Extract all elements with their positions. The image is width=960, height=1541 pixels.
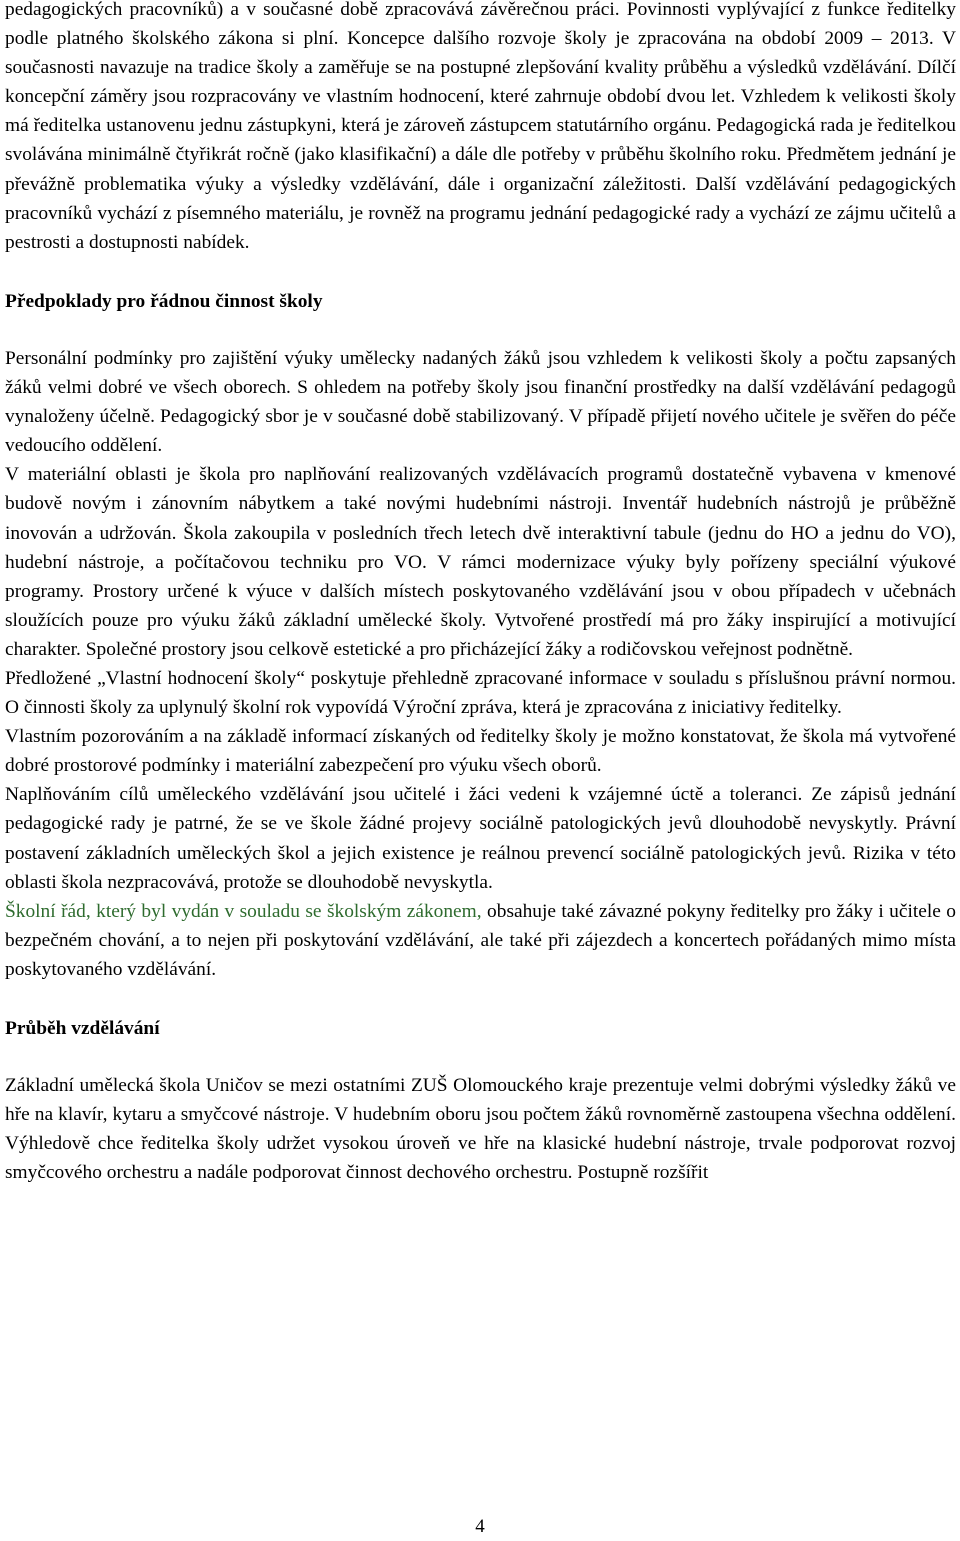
page-number: 4 [475, 1516, 485, 1537]
section-heading-prerequisites: Předpoklady pro řádnou činnost školy [5, 290, 323, 312]
spacer [5, 257, 956, 287]
section-heading-education-course: Průběh vzdělávání [5, 1018, 160, 1039]
spacer [5, 984, 956, 1014]
paragraph-education-course: Základní umělecká škola Uničov se mezi ostatními ZUŠ Olomouckého kraje prezentuje velmi dobrými výsledky žáků ve hře na klavír, kytaru a smyčcové nástroje. V hudebním oboru jsou počtem žáků rovnoměrně zastoupena všechna oddělení. Výhledově chce ředitelka školy udržet vysokou úroveň ve hře na klasické hudební nástroje, trvale podporovat rozvoj smyčcového orchestru a nadále podporovat činnost dechového orchestru. Postupně rozšířit [5, 1075, 956, 1184]
school-rules-text: obsahuje také závazné pokyny ředitelky pro žáky i učitele o bezpečném chování, a to nejen při poskytování vzdělávání, ale také při zájezdech a koncertech pořádaných mimo místa poskytovaného vzdělávání. [5, 900, 956, 980]
paragraph-material: V materiální oblasti je škola pro naplňování realizovaných vzdělávacích programů dostatečně vybavena v kmenové budově novým i zánovním nábytkem a také novými hudebními nástroji. Inventář hudebních nástrojů je průběžně inovován a udržován. Škola zakoupila v posledních třech letech dvě interaktivní tabule (jednu do HO a jednu do VO), hudební nástroje, a počítačovou techniku pro VO. V rámci modernizace výuky byly pořízeny speciální výukové programy. Prostory určené k výuce v dalších místech poskytovaného vzdělávání jsou v obou případech v učebnách sloužících pouze pro výuku žáků základní umělecké školy. Vytvořené prostředí má pro žáky inspirující a motivující charakter. Společné prostory jsou celkově estetické a pro přicházející žáky a rodičovskou veřejnost podnětně. [5, 464, 956, 660]
paragraph-personnel: Personální podmínky pro zajištění výuky umělecky nadaných žáků jsou vzhledem k velikosti školy a počtu zapsaných žáků velmi dobré ve všech oborech. S ohledem na potřeby školy jsou finanční prostředky na další vzdělávání pedagogů vynaloženy účelně. Pedagogický sbor je v současné době stabilizovaný. V případě přijetí nového učitele je svěřen do péče vedoucího oddělení. [5, 347, 956, 457]
school-rules-highlight: Školní řád, který byl vydán v souladu se školským zákonem, [5, 900, 482, 922]
spacer [5, 316, 956, 344]
document-page [5, 0, 956, 1187]
paragraph-observation: Vlastním pozorováním a na základě informací získaných od ředitelky školy je možno konstatovat, že škola má vytvořené dobré prostorové podmínky i materiální zabezpečení pro výuku všech oborů. [5, 726, 956, 777]
paragraph-tolerance: Naplňováním cílů uměleckého vzdělávání jsou učitelé i žáci vedeni k vzájemné úctě a toleranci. Ze zápisů jednání pedagogické rady je patrné, že se ve škole žádné projevy sociálně patologických jevů dlouhodobě nevyskytly. Právní postavení základních uměleckých škol a jejich existence je reálnou prevencí sociálně patologických jevů. Rizika v této oblasti škola nezpracovává, protože se dlouhodobě nevyskytla. [5, 784, 956, 893]
intro-paragraph: pedagogických pracovníků) a v současné době zpracovává závěrečnou práci. Povinnosti vyplývající z funkce ředitelky podle platného školského zákona si plní. Koncepce dalšího rozvoje školy je zpracována na období 2009 – 2013. V současnosti navazuje na tradice školy a zaměřuje se na postupné zlepšování kvality průběhu a výsledků vzdělávání. Dílčí koncepční záměry jsou rozpracovány ve vlastním hodnocení, které zahrnuje období dvou let. Vzhledem k velikosti školy má ředitelka ustanovenu jednu zástupkyni, která je zároveň zástupcem statutárního orgánu. Pedagogická rada je ředitelkou svolávána minimálně čtyřikrát ročně (jako klasifikační) a dále dle potřeby v průběhu školního roku. Předmětem jednání je převážně problematika výuky a výsledky vzdělávání, dále i organizační záležitosti. Další vzdělávání pedagogických pracovníků vychází z písemného materiálu, je rovněž na programu jednání pedagogické rady a vychází ze zájmu učitelů a pestrosti a dostupnosti nabídek. [5, 0, 956, 253]
paragraph-self-evaluation: Předložené „Vlastní hodnocení školy“ poskytuje přehledně zpracované informace v souladu s příslušnou právní normou. O činnosti školy za uplynulý školní rok vypovídá Výroční zpráva, která je zpracována z iniciativy ředitelky. [5, 667, 956, 719]
paragraph-school-rules [5, 897, 956, 984]
spacer [5, 1043, 956, 1071]
